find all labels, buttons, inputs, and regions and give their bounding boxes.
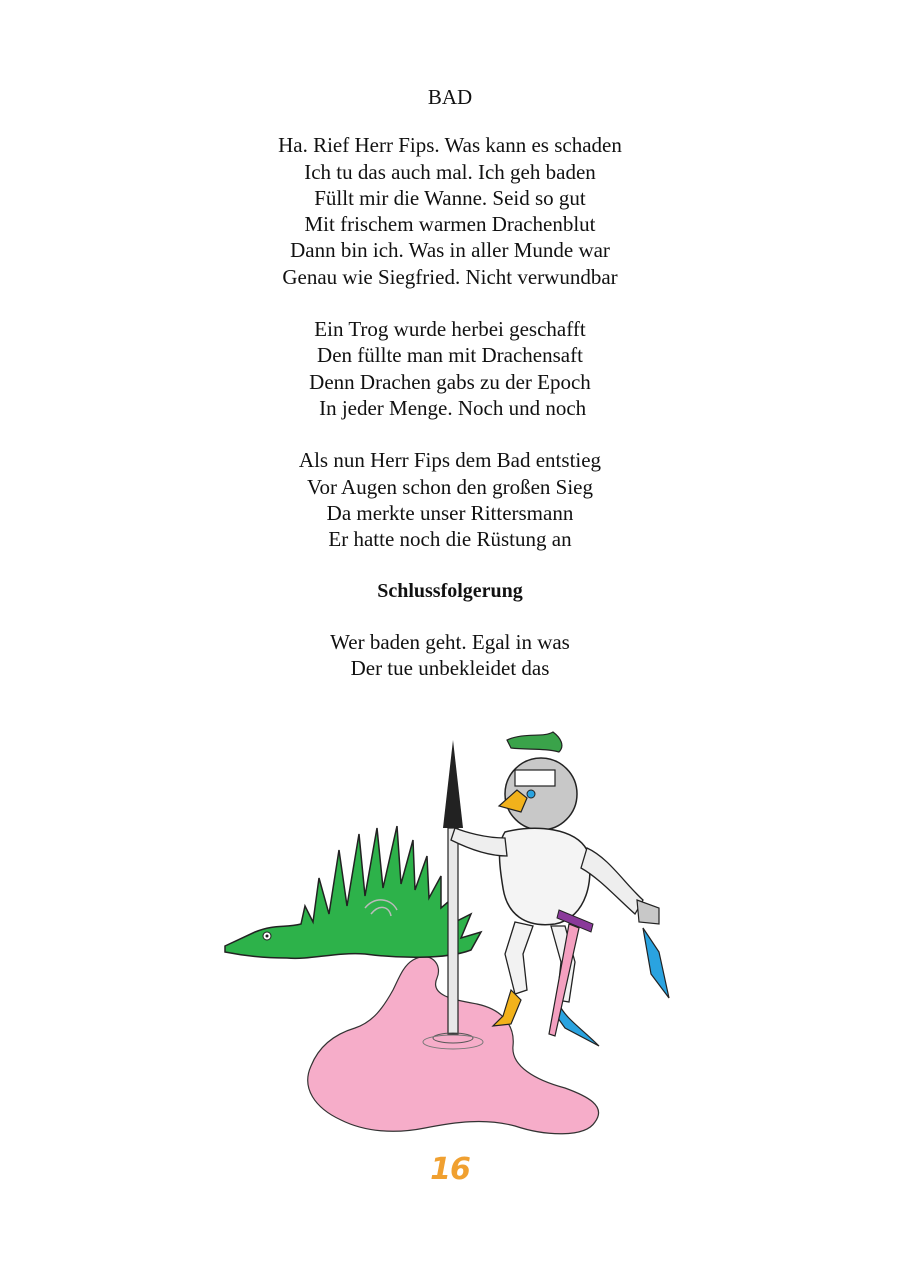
poem-line: Da merkte unser Rittersmann: [326, 500, 574, 525]
poem-line: Denn Drachen gabs zu der Epoch: [309, 369, 591, 394]
poem-line: Der tue unbekleidet das: [350, 656, 550, 681]
conclusion-heading: Schlussfolgerung: [377, 580, 523, 603]
poem-line: Wer baden geht. Egal in was: [330, 629, 570, 654]
poem-line: Mit frischem warmen Drachenblut: [304, 212, 596, 237]
poem-line: Vor Augen schon den großen Sieg: [307, 474, 593, 499]
lance: [443, 740, 463, 1034]
conclusion-stanza: [0, 629, 900, 682]
dragon: [225, 826, 481, 958]
poem-line: Den füllte man mit Drachensaft: [317, 343, 583, 368]
stanza-3: [0, 447, 900, 552]
page-number: 16: [430, 1152, 470, 1187]
poem-line: Dann bin ich. Was in aller Munde war: [290, 238, 610, 263]
knight-dragon-illustration: [215, 728, 685, 1158]
poem: [0, 84, 900, 707]
poem-line: In jeder Menge. Noch und noch: [313, 395, 587, 420]
poem-line: Als nun Herr Fips dem Bad entstieg: [298, 448, 602, 473]
dangling-shoe: [643, 928, 669, 998]
poem-line: Er hatte noch die Rüstung an: [328, 527, 572, 552]
poem-title: BAD: [427, 85, 473, 109]
poem-line: Genau wie Siegfried. Nicht verwundbar: [282, 264, 618, 289]
knight-torso: [500, 828, 590, 924]
knight-shoe: [555, 1004, 599, 1046]
poem-line: Ein Trog wurde herbei geschafft: [314, 317, 586, 342]
knight-eye: [527, 790, 535, 798]
knight-plume: [507, 732, 562, 752]
stanza-1: [0, 132, 900, 290]
knight: [451, 732, 669, 1046]
stanza-2: [0, 316, 900, 421]
poem-line: Ich tu das auch mal. Ich geh baden: [304, 159, 596, 184]
poem-line: Ha. Rief Herr Fips. Was kann es schaden: [278, 133, 622, 158]
poem-line: Füllt mir die Wanne. Seid so gut: [314, 185, 586, 210]
